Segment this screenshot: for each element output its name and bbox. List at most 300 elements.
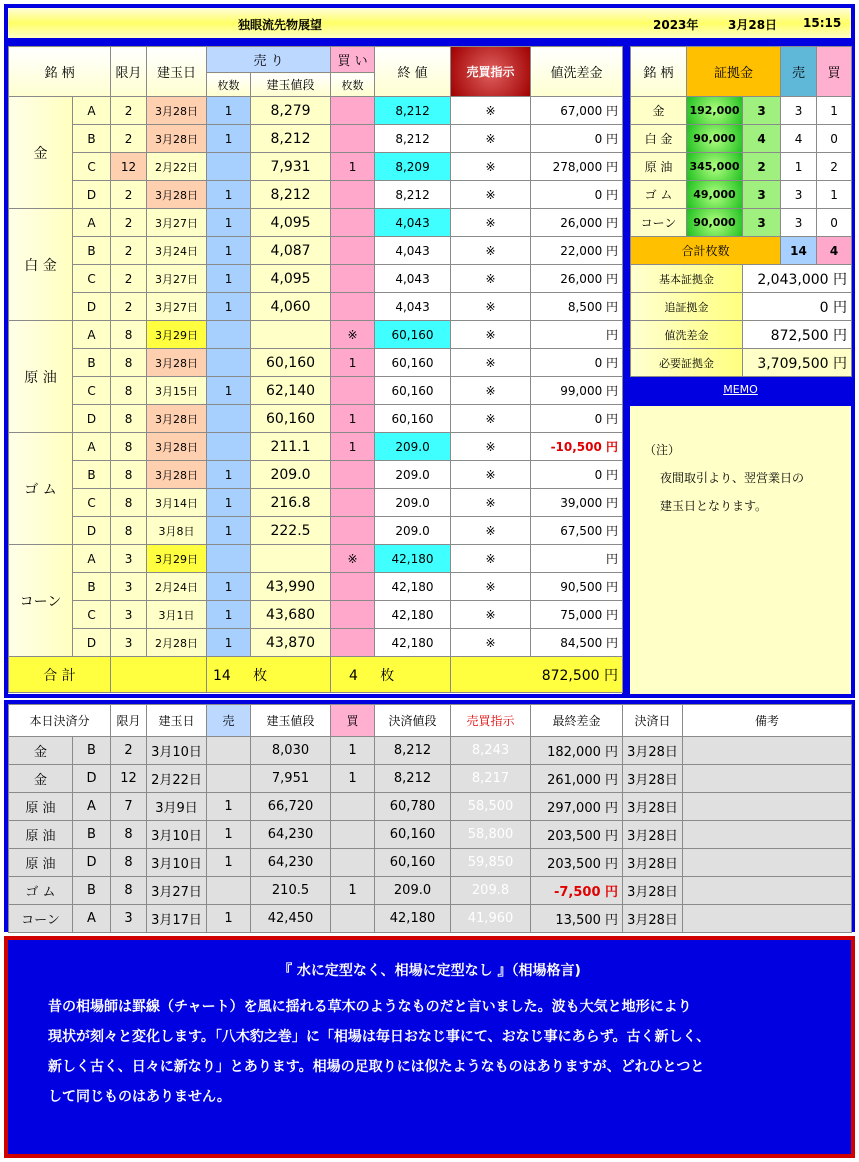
row-diff: 0 円 [531, 461, 623, 489]
settled-settle-price: 8,212 [375, 765, 451, 793]
settled-limit: 8 [111, 821, 147, 849]
row-price: 8,212 [251, 181, 331, 209]
row-buy-qty [331, 601, 375, 629]
header-meigara: 銘 柄 [9, 47, 111, 97]
row-close: 60,160 [375, 405, 451, 433]
settled-header-final-diff: 最終差金 [531, 705, 623, 737]
row-date: 3月28日 [147, 433, 207, 461]
settled-settle-price: 209.0 [375, 877, 451, 905]
summary-label: 必要証拠金 [631, 349, 743, 377]
row-sell-qty: 1 [207, 293, 251, 321]
row-limit: 8 [111, 517, 147, 545]
row-signal: ※ [451, 153, 531, 181]
row-buy-qty [331, 461, 375, 489]
margin-sell: 1 [781, 153, 817, 181]
total-spacer [111, 657, 207, 693]
row-diff: 0 円 [531, 405, 623, 433]
settled-sdate: 3月28日 [623, 905, 683, 933]
row-signal: ※ [451, 237, 531, 265]
settled-header-sell: 売 [207, 705, 251, 737]
row-close: 42,180 [375, 601, 451, 629]
settled-code: B [73, 877, 111, 905]
settled-sdate: 3月28日 [623, 821, 683, 849]
row-sell-qty: 1 [207, 237, 251, 265]
settled-settle-price: 42,180 [375, 905, 451, 933]
title-bar [4, 4, 855, 42]
settled-code: B [73, 737, 111, 765]
row-signal: ※ [451, 629, 531, 657]
row-code: B [73, 237, 111, 265]
header-sell-qty: 枚数 [207, 73, 251, 97]
row-buy-qty: ※ [331, 545, 375, 573]
row-price: 60,160 [251, 349, 331, 377]
settled-price: 210.5 [251, 877, 331, 905]
settled-header-date: 建玉日 [147, 705, 207, 737]
row-date: 2月28日 [147, 629, 207, 657]
row-limit: 8 [111, 349, 147, 377]
row-signal: ※ [451, 209, 531, 237]
settled-code: B [73, 821, 111, 849]
position-row [9, 237, 623, 265]
row-price: 43,870 [251, 629, 331, 657]
margin-buy: 2 [817, 153, 852, 181]
memo-line-2: 夜間取引より、翌営業日の [660, 471, 805, 485]
row-diff: 99,000 円 [531, 377, 623, 405]
settled-buy: 1 [331, 877, 375, 905]
settled-sdate: 3月28日 [623, 877, 683, 905]
quote-line-2: 現状が刻々と変化します。「八木豹之巻」に「相場は毎日おなじ事にて、おなじ事にあらず。古く新しく、 [48, 1029, 711, 1045]
settled-diff: 13,500 円 [531, 905, 623, 933]
row-limit: 3 [111, 545, 147, 573]
header-tategyokubi: 建玉日 [147, 47, 207, 97]
position-row [9, 349, 623, 377]
settled-name: コーン [9, 905, 73, 933]
row-diff: 67,000 円 [531, 97, 623, 125]
row-close: 42,180 [375, 573, 451, 601]
row-signal: ※ [451, 97, 531, 125]
row-close: 8,212 [375, 97, 451, 125]
row-signal: ※ [451, 517, 531, 545]
settled-remarks [683, 765, 852, 793]
settled-price: 7,951 [251, 765, 331, 793]
position-row [9, 461, 623, 489]
row-code: B [73, 461, 111, 489]
margin-name: ゴ ム [631, 181, 687, 209]
settled-limit: 3 [111, 905, 147, 933]
settled-signal: 8,243 [451, 737, 531, 765]
row-limit: 2 [111, 265, 147, 293]
settled-diff: 203,500 円 [531, 849, 623, 877]
row-buy-qty [331, 629, 375, 657]
header-year: 2023年 [653, 18, 699, 32]
row-sell-qty [207, 545, 251, 573]
margin-units: 4 [743, 125, 781, 153]
row-price [251, 545, 331, 573]
row-signal: ※ [451, 433, 531, 461]
row-signal: ※ [451, 573, 531, 601]
margin-row [631, 181, 852, 209]
header-buy: 買 い [331, 47, 375, 73]
row-sell-qty [207, 433, 251, 461]
row-date: 3月28日 [147, 405, 207, 433]
row-close: 8,212 [375, 125, 451, 153]
row-buy-qty [331, 377, 375, 405]
settled-buy [331, 905, 375, 933]
total-sell-count: 14 [213, 667, 231, 684]
position-row [9, 601, 623, 629]
margin-name: 白 金 [631, 125, 687, 153]
settled-header-buy: 買 [331, 705, 375, 737]
margin-name: 金 [631, 97, 687, 125]
header-gengetsu: 限月 [111, 47, 147, 97]
settled-header-remarks: 備考 [683, 705, 852, 737]
margin-units: 3 [743, 181, 781, 209]
row-buy-qty: ※ [331, 321, 375, 349]
row-limit: 8 [111, 321, 147, 349]
margin-buy: 1 [817, 181, 852, 209]
row-code: A [73, 433, 111, 461]
row-code: D [73, 405, 111, 433]
settled-remarks [683, 877, 852, 905]
row-close: 4,043 [375, 209, 451, 237]
settled-header-gengetsu: 限月 [111, 705, 147, 737]
header-sell: 売 り [207, 47, 331, 73]
settled-diff: -7,500 円 [531, 877, 623, 905]
row-date: 3月29日 [147, 545, 207, 573]
row-price: 4,095 [251, 265, 331, 293]
memo-line-3: 建玉日となります。 [660, 499, 768, 513]
row-code: D [73, 517, 111, 545]
settled-sdate: 3月28日 [623, 793, 683, 821]
settled-signal: 209.8 [451, 877, 531, 905]
row-sell-qty [207, 349, 251, 377]
settled-diff: 182,000 円 [531, 737, 623, 765]
row-diff: -10,500 円 [531, 433, 623, 461]
position-row [9, 545, 623, 573]
margin-sell: 4 [781, 125, 817, 153]
settled-sell [207, 877, 251, 905]
row-sell-qty: 1 [207, 181, 251, 209]
settled-price: 64,230 [251, 849, 331, 877]
summary-row [631, 293, 852, 321]
row-signal: ※ [451, 601, 531, 629]
row-limit: 8 [111, 461, 147, 489]
row-signal: ※ [451, 265, 531, 293]
position-row [9, 629, 623, 657]
settled-remarks [683, 849, 852, 877]
margin-panel [626, 42, 855, 378]
row-signal: ※ [451, 293, 531, 321]
margin-sell: 3 [781, 97, 817, 125]
total-mai1: 枚 [253, 667, 268, 684]
row-sell-qty: 1 [207, 97, 251, 125]
header-price: 建玉値段 [251, 73, 331, 97]
position-row [9, 489, 623, 517]
margin-header-buy: 買 [817, 47, 852, 97]
settled-date: 3月10日 [147, 849, 207, 877]
settled-sell [207, 765, 251, 793]
settled-sdate: 3月28日 [623, 849, 683, 877]
header-diff: 値洗差金 [531, 47, 623, 97]
settled-limit: 8 [111, 849, 147, 877]
row-sell-qty: 1 [207, 573, 251, 601]
row-close: 4,043 [375, 237, 451, 265]
row-close: 8,209 [375, 153, 451, 181]
summary-value: 872,500 円 [743, 321, 852, 349]
margin-amount: 49,000 [687, 181, 743, 209]
row-sell-qty: 1 [207, 601, 251, 629]
row-sell-qty: 1 [207, 209, 251, 237]
group-name: 原 油 [9, 321, 73, 433]
row-buy-qty [331, 181, 375, 209]
settled-remarks [683, 793, 852, 821]
memo-link[interactable]: MEMO [723, 383, 758, 396]
settled-row [9, 877, 852, 905]
row-diff: 0 円 [531, 125, 623, 153]
row-date: 3月28日 [147, 125, 207, 153]
row-diff: 22,000 円 [531, 237, 623, 265]
margin-total-sell: 14 [781, 237, 817, 265]
row-code: A [73, 97, 111, 125]
row-code: A [73, 209, 111, 237]
row-date: 3月27日 [147, 209, 207, 237]
settled-row [9, 849, 852, 877]
settled-diff: 203,500 円 [531, 821, 623, 849]
quote-title: 『 水に定型なく、相場に定型なし 』（相場格言) [278, 963, 581, 979]
margin-row [631, 97, 852, 125]
settled-settle-price: 8,212 [375, 737, 451, 765]
settled-sdate: 3月28日 [623, 737, 683, 765]
position-row [9, 377, 623, 405]
row-close: 8,212 [375, 181, 451, 209]
margin-sell: 3 [781, 181, 817, 209]
settled-name: ゴ ム [9, 877, 73, 905]
margin-units: 3 [743, 97, 781, 125]
summary-row [631, 321, 852, 349]
memo-link-bar [626, 378, 855, 402]
margin-header-shokokin: 証拠金 [687, 47, 781, 97]
settled-row [9, 821, 852, 849]
row-date: 3月1日 [147, 601, 207, 629]
row-diff: 26,000 円 [531, 209, 623, 237]
row-sell-qty: 1 [207, 489, 251, 517]
page-title: 独眼流先物展望 [238, 18, 323, 32]
settled-sell: 1 [207, 849, 251, 877]
margin-amount: 345,000 [687, 153, 743, 181]
row-price: 4,095 [251, 209, 331, 237]
settled-header-signal: 売買指示 [451, 705, 531, 737]
position-row [9, 153, 623, 181]
margin-name: コーン [631, 209, 687, 237]
row-diff: 67,500 円 [531, 517, 623, 545]
memo-line-1: （注） [644, 443, 681, 457]
settled-date: 2月22日 [147, 765, 207, 793]
summary-value: 2,043,000 円 [743, 265, 852, 293]
row-diff: 39,000 円 [531, 489, 623, 517]
row-code: C [73, 377, 111, 405]
row-diff: 75,000 円 [531, 601, 623, 629]
settled-date: 3月17日 [147, 905, 207, 933]
row-code: D [73, 181, 111, 209]
quote-line-3: 新しく古く、日々に新なり」とあります。相場の足取りには似たようなものはありますが、どれひとつと [48, 1059, 705, 1075]
quote-line-1: 昔の相場師は罫線（チャート）を風に揺れる草木のようなものだと言いました。波も大気と地形により [48, 999, 692, 1015]
settled-price: 42,450 [251, 905, 331, 933]
position-row [9, 321, 623, 349]
settled-limit: 7 [111, 793, 147, 821]
position-row [9, 181, 623, 209]
row-limit: 8 [111, 433, 147, 461]
settled-sell [207, 737, 251, 765]
row-signal: ※ [451, 461, 531, 489]
row-code: A [73, 321, 111, 349]
margin-row [631, 125, 852, 153]
settled-row [9, 737, 852, 765]
row-price: 7,931 [251, 153, 331, 181]
margin-amount: 90,000 [687, 209, 743, 237]
settled-table [8, 704, 852, 933]
row-signal: ※ [451, 349, 531, 377]
total-sell [207, 657, 331, 693]
row-price: 43,680 [251, 601, 331, 629]
total-diff: 872,500 円 [451, 657, 623, 693]
settled-sell: 1 [207, 905, 251, 933]
row-buy-qty [331, 237, 375, 265]
settled-code: A [73, 905, 111, 933]
row-buy-qty [331, 573, 375, 601]
row-date: 3月28日 [147, 461, 207, 489]
row-diff: 26,000 円 [531, 265, 623, 293]
settled-date: 3月27日 [147, 877, 207, 905]
group-name: コーン [9, 545, 73, 657]
row-limit: 12 [111, 153, 147, 181]
settled-buy: 1 [331, 737, 375, 765]
row-code: B [73, 349, 111, 377]
row-buy-qty [331, 125, 375, 153]
row-price: 60,160 [251, 405, 331, 433]
row-limit: 2 [111, 181, 147, 209]
row-close: 209.0 [375, 461, 451, 489]
row-code: C [73, 489, 111, 517]
row-diff: 0 円 [531, 181, 623, 209]
header-buy-qty: 枚数 [331, 73, 375, 97]
row-signal: ※ [451, 377, 531, 405]
row-price: 4,060 [251, 293, 331, 321]
settled-buy [331, 821, 375, 849]
row-close: 4,043 [375, 293, 451, 321]
settled-signal: 8,217 [451, 765, 531, 793]
row-signal: ※ [451, 489, 531, 517]
row-sell-qty [207, 405, 251, 433]
settled-limit: 8 [111, 877, 147, 905]
settled-buy [331, 849, 375, 877]
position-row [9, 517, 623, 545]
row-date: 3月29日 [147, 321, 207, 349]
row-date: 3月8日 [147, 517, 207, 545]
settled-limit: 12 [111, 765, 147, 793]
row-sell-qty: 1 [207, 461, 251, 489]
row-date: 3月27日 [147, 293, 207, 321]
settled-row [9, 905, 852, 933]
row-limit: 2 [111, 293, 147, 321]
row-date: 3月15日 [147, 377, 207, 405]
row-buy-qty: 1 [331, 433, 375, 461]
total-buy-count: 4 [349, 667, 358, 684]
row-sell-qty [207, 153, 251, 181]
margin-name: 原 油 [631, 153, 687, 181]
settled-sell: 1 [207, 793, 251, 821]
row-date: 2月22日 [147, 153, 207, 181]
settled-name: 原 油 [9, 849, 73, 877]
row-price: 62,140 [251, 377, 331, 405]
settled-header-price: 建玉値段 [251, 705, 331, 737]
summary-row [631, 349, 852, 377]
settled-buy: 1 [331, 765, 375, 793]
row-price: 43,990 [251, 573, 331, 601]
row-signal: ※ [451, 321, 531, 349]
header-time: 15:15 [803, 16, 842, 30]
row-sell-qty: 1 [207, 517, 251, 545]
row-signal: ※ [451, 405, 531, 433]
settled-date: 3月10日 [147, 737, 207, 765]
margin-units: 3 [743, 209, 781, 237]
margin-header-sell: 売 [781, 47, 817, 97]
position-row [9, 573, 623, 601]
margin-buy: 1 [817, 97, 852, 125]
row-diff: 84,500 円 [531, 629, 623, 657]
row-limit: 2 [111, 97, 147, 125]
settled-price: 64,230 [251, 821, 331, 849]
margin-units: 2 [743, 153, 781, 181]
row-limit: 3 [111, 573, 147, 601]
row-close: 60,160 [375, 321, 451, 349]
settled-signal: 59,850 [451, 849, 531, 877]
row-diff: 0 円 [531, 349, 623, 377]
row-buy-qty: 1 [331, 405, 375, 433]
row-limit: 8 [111, 489, 147, 517]
settled-name: 原 油 [9, 821, 73, 849]
row-close: 42,180 [375, 545, 451, 573]
summary-value: 0 円 [743, 293, 852, 321]
margin-amount: 90,000 [687, 125, 743, 153]
row-sell-qty: 1 [207, 629, 251, 657]
settled-settle-price: 60,160 [375, 849, 451, 877]
row-code: C [73, 265, 111, 293]
summary-label: 追証拠金 [631, 293, 743, 321]
settled-header-settle-price: 決済値段 [375, 705, 451, 737]
settled-signal: 58,800 [451, 821, 531, 849]
margin-row [631, 209, 852, 237]
position-row [9, 265, 623, 293]
settled-name: 金 [9, 765, 73, 793]
row-sell-qty: 1 [207, 377, 251, 405]
row-close: 4,043 [375, 265, 451, 293]
row-code: C [73, 601, 111, 629]
settled-sell: 1 [207, 821, 251, 849]
row-buy-qty [331, 265, 375, 293]
row-sell-qty: 1 [207, 125, 251, 153]
settled-code: D [73, 765, 111, 793]
row-code: C [73, 153, 111, 181]
row-price: 4,087 [251, 237, 331, 265]
row-limit: 2 [111, 209, 147, 237]
row-buy-qty: 1 [331, 349, 375, 377]
row-code: A [73, 545, 111, 573]
margin-sell: 3 [781, 209, 817, 237]
row-price [251, 321, 331, 349]
position-row [9, 433, 623, 461]
settled-panel [4, 700, 855, 932]
row-signal: ※ [451, 545, 531, 573]
